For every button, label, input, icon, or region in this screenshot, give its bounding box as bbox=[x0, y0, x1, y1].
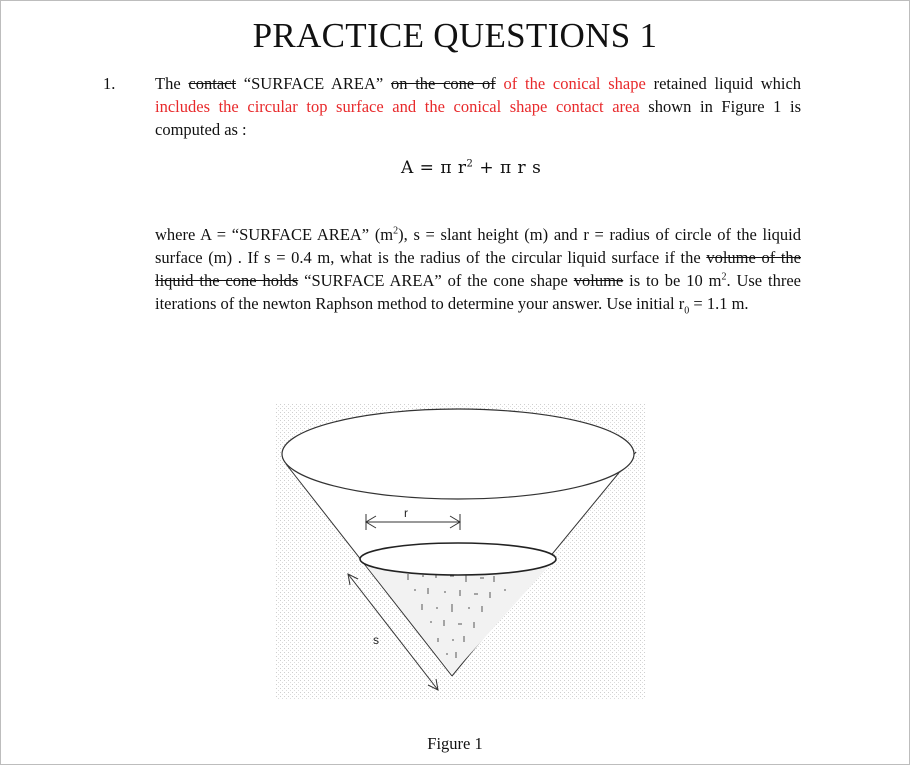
deleted-text: on the cone of bbox=[390, 74, 496, 93]
page-title: PRACTICE QUESTIONS 1 bbox=[252, 16, 658, 55]
text-run: retained liquid which bbox=[645, 74, 802, 93]
text-run: ), s = slant height (m) and r = radius of circle of the liquid surface (m) . If s = 0.4 m, what is the radius of the circular liquid surface if the bbox=[155, 225, 801, 267]
cone-top-ellipse bbox=[282, 409, 634, 499]
deleted-text: contact bbox=[188, 74, 237, 93]
text-run: = 1.1 m. bbox=[689, 294, 749, 313]
surface-area-formula bbox=[401, 158, 541, 178]
text-run: where A = “SURFACE AREA” (m bbox=[155, 225, 394, 244]
deleted-text: volume of the liquid the cone holds bbox=[155, 248, 801, 290]
text-run: “SURFACE AREA” of the cone shape bbox=[298, 271, 574, 290]
cone-figure bbox=[276, 404, 646, 699]
radius-label: r bbox=[404, 506, 408, 520]
formula-exponent: 2 bbox=[466, 158, 474, 170]
question-number: 1. bbox=[103, 74, 116, 93]
slant-label: s bbox=[373, 633, 379, 647]
figure-caption: Figure 1 bbox=[427, 734, 483, 753]
text-run: The bbox=[155, 74, 189, 93]
text-run: . Use three iterations of the newton Raphson method to determine your answer. Use initial r bbox=[155, 271, 801, 313]
liquid-surface-ellipse bbox=[360, 543, 556, 575]
text-run: “SURFACE AREA” bbox=[236, 74, 391, 93]
deleted-text: volume bbox=[573, 271, 624, 290]
question-paragraph-1 bbox=[155, 72, 801, 141]
question-paragraph-2 bbox=[155, 223, 801, 315]
text-run bbox=[496, 74, 504, 93]
inserted-text: of the conical shape bbox=[503, 74, 646, 93]
formula-rhs: + π r s bbox=[473, 158, 542, 178]
text-run: shown in Figure 1 is computed as : bbox=[155, 97, 801, 139]
superscript: 2 bbox=[721, 271, 727, 283]
text-run: is to be 10 m bbox=[623, 271, 722, 290]
subscript: 0 bbox=[684, 305, 690, 317]
inserted-text: includes the circular top surface and the conical shape contact area bbox=[155, 97, 640, 116]
superscript: 2 bbox=[393, 225, 399, 237]
formula-lhs: A = π r bbox=[401, 158, 467, 178]
